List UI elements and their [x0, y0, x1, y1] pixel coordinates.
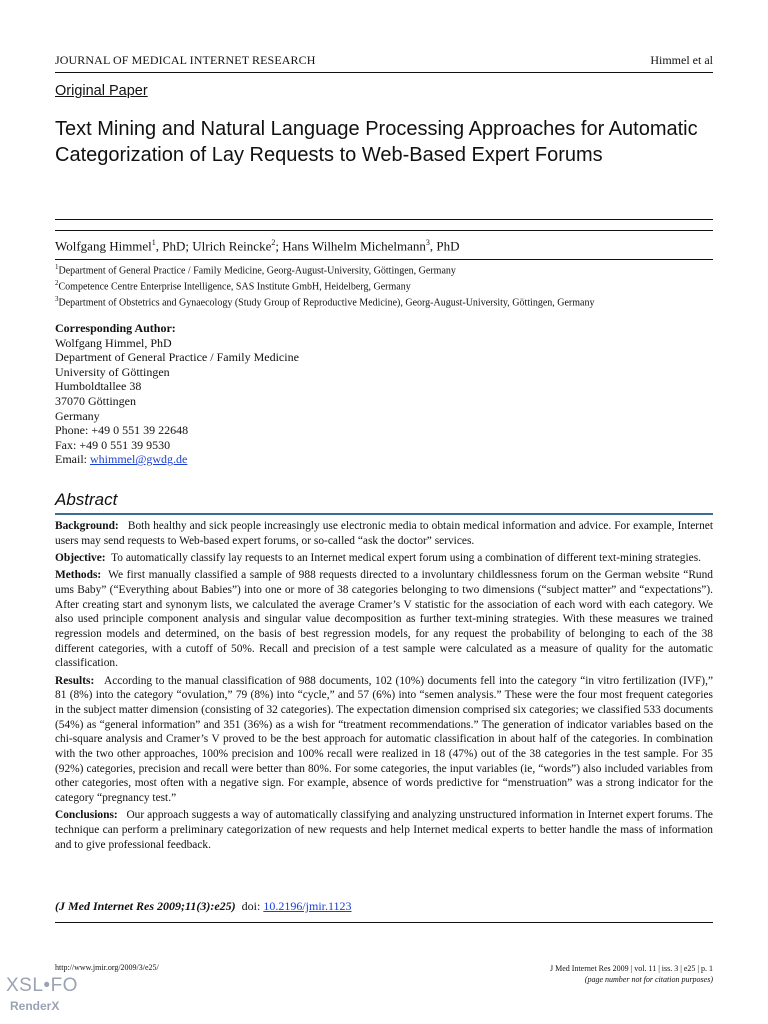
affiliation-sup: 1	[55, 263, 59, 271]
citation-rule	[55, 922, 713, 923]
abstract-background	[55, 519, 713, 548]
title-rule-top	[55, 219, 713, 220]
article-title: Text Mining and Natural Language Processing Approaches for Automatic Categorization of Lay Requests to Web-Based Expert Forums	[55, 118, 698, 166]
section-label: Methods:	[55, 569, 102, 582]
corresponding-line: Phone: +49 0 551 39 22648	[55, 423, 189, 438]
section-text: According to the manual classification of 988 documents, 102 (10%) documents fell into the category “in vitro fertilization (IVF),” 81 (8%) into the category “ovulation,” 79 (8%) into “cycle,” and 57 (6%) into “semen analysis.” These were the four most frequent categories in the subject matter dimension (consisting of 32 categories). The expectation dimension comprised six categories; we classified 533 documents (54%) as “general information” and 351 (36%) as a wish for “treatment recommendations.” The generation of indicator variables based on the chi-square analysis and Cramer’s V proved to be the best approach for automatic classification in about half of the categories. In combination with the two other approaches, 100% precision and 100% recall were realized in 18 (47%) out of the 38 categories in the test sample. For 35 (92%) categories, precision and recall were better than 80%. For some categories, the input variables (ie, “words”) also included variables from other categories, most often with a negative sign. For example, absence of words predictive for “menstruation” was a strong indicator for the category “pregnancy test.”	[55, 674, 713, 805]
doi-label: doi:	[241, 899, 261, 913]
abstract-methods	[55, 568, 713, 671]
author-suffix: , PhD	[429, 238, 460, 254]
running-authors: Himmel et al	[650, 53, 713, 67]
footer-page-info	[550, 963, 713, 985]
affiliation-text: Competence Centre Enterprise Intelligence, SAS Institute GmbH, Heidelberg, Germany	[58, 281, 411, 293]
section-label: Results:	[55, 674, 95, 687]
doi-link[interactable]: 10.2196/jmir.1123	[263, 899, 352, 913]
author-list	[55, 238, 460, 254]
corresponding-line: Humboldtallee 38	[55, 379, 142, 394]
author-sup: 3	[425, 238, 430, 247]
renderx-watermark: RenderX	[10, 999, 60, 1013]
section-text: To automatically classify lay requests to an Internet medical expert forum using a combination of different text-mining strategies.	[111, 551, 701, 564]
section-label: Conclusions:	[55, 809, 118, 822]
author-sup: 1	[151, 238, 156, 247]
affiliation-sup: 3	[55, 295, 59, 303]
corresponding-line: Germany	[55, 408, 100, 423]
authors-rule	[55, 259, 713, 260]
section-text: Both healthy and sick people increasingly use electronic media to obtain medical information and advice. For example, Internet users may send requests to Web-based expert forums, or so-called “ask the doctor” services.	[55, 520, 713, 547]
corresponding-line: Fax: +49 0 551 39 9530	[55, 437, 171, 452]
citation-ref: (J Med Internet Res 2009;11(3):e25)	[55, 899, 236, 913]
abstract-heading: Abstract	[55, 490, 118, 509]
abstract-conclusions	[55, 808, 713, 852]
header-rule	[55, 72, 713, 73]
corresponding-line: University of Göttingen	[55, 364, 170, 379]
author-name: Wolfgang Himmel	[55, 238, 152, 254]
affiliation-text: Department of General Practice / Family Medicine, Georg-August-University, Göttingen, Germany	[58, 265, 456, 277]
email-link[interactable]: whimmel@gwdg.de	[90, 452, 188, 467]
corresponding-line: Department of General Practice / Family Medicine	[55, 350, 299, 365]
section-label: Objective:	[55, 551, 106, 564]
section-text: We first manually classified a sample of 988 requests directed to a involuntary childlessness forum on the German website “Rund ums Baby” (“Everything about Babies”) into one or more of 38 categories belonging to two dimensions (“subject matter” and “expectations”). After creating start and synonym lists, we calculated the average Cramer’s V statistic for the association of each word with each category. We also used principle component analysis and singular value decomposition as further text-mining strategies. With these measures we trained regression models and determined, on the basis of best regression models, for any request the probability of belonging to each of the 38 different categories, with a cutoff of 50%. Recall and precision of a test sample were calculated as a measure of quality for the automatic classification.	[55, 569, 714, 670]
author-suffix: ;	[275, 238, 283, 254]
journal-name: JOURNAL OF MEDICAL INTERNET RESEARCH	[55, 53, 316, 67]
page-info: J Med Internet Res 2009 | vol. 11 | iss. 3 | e25 | p. 1	[550, 964, 713, 973]
abstract-objective	[55, 551, 713, 566]
author-suffix: , PhD;	[155, 238, 193, 254]
xslfo-watermark: XSL•FO	[6, 975, 78, 996]
author-sup: 2	[271, 238, 276, 247]
section-label: Background:	[55, 520, 119, 532]
affiliation-sup: 2	[55, 279, 59, 287]
abstract-results	[55, 674, 713, 806]
affiliation	[55, 263, 456, 276]
affiliation-text: Department of Obstetrics and Gynaecology (Study Group of Reproductive Medicine), Georg-August-University, Göttingen, Germany	[58, 297, 595, 309]
section-text: Our approach suggests a way of automatically classifying and analyzing unstructured information in Internet expert forums. The technique can perform a preliminary categorization of new requests and help Internet medical experts to better handle the mass of information and to give professional feedback.	[55, 809, 713, 851]
corresponding-author	[55, 321, 299, 467]
page-note: (page number not for citation purposes)	[584, 975, 713, 984]
footer-url[interactable]: http://www.jmir.org/2009/3/e25/	[55, 963, 159, 972]
author-name: Hans Wilhelm Michelmann	[282, 238, 426, 254]
abstract-rule	[55, 513, 713, 515]
email-line	[55, 452, 299, 467]
abstract-body	[55, 519, 713, 855]
affiliation	[55, 279, 411, 292]
author-name: Ulrich Reincke	[192, 238, 272, 254]
email-label: Email:	[55, 452, 90, 467]
corresponding-line: 37070 Göttingen	[55, 393, 136, 408]
title-rule-bottom	[55, 230, 713, 231]
affiliation	[55, 295, 594, 308]
corresponding-line: Wolfgang Himmel, PhD	[55, 335, 172, 350]
corresponding-label: Corresponding Author:	[55, 321, 176, 335]
citation	[55, 899, 352, 914]
article-type: Original Paper	[55, 83, 148, 99]
